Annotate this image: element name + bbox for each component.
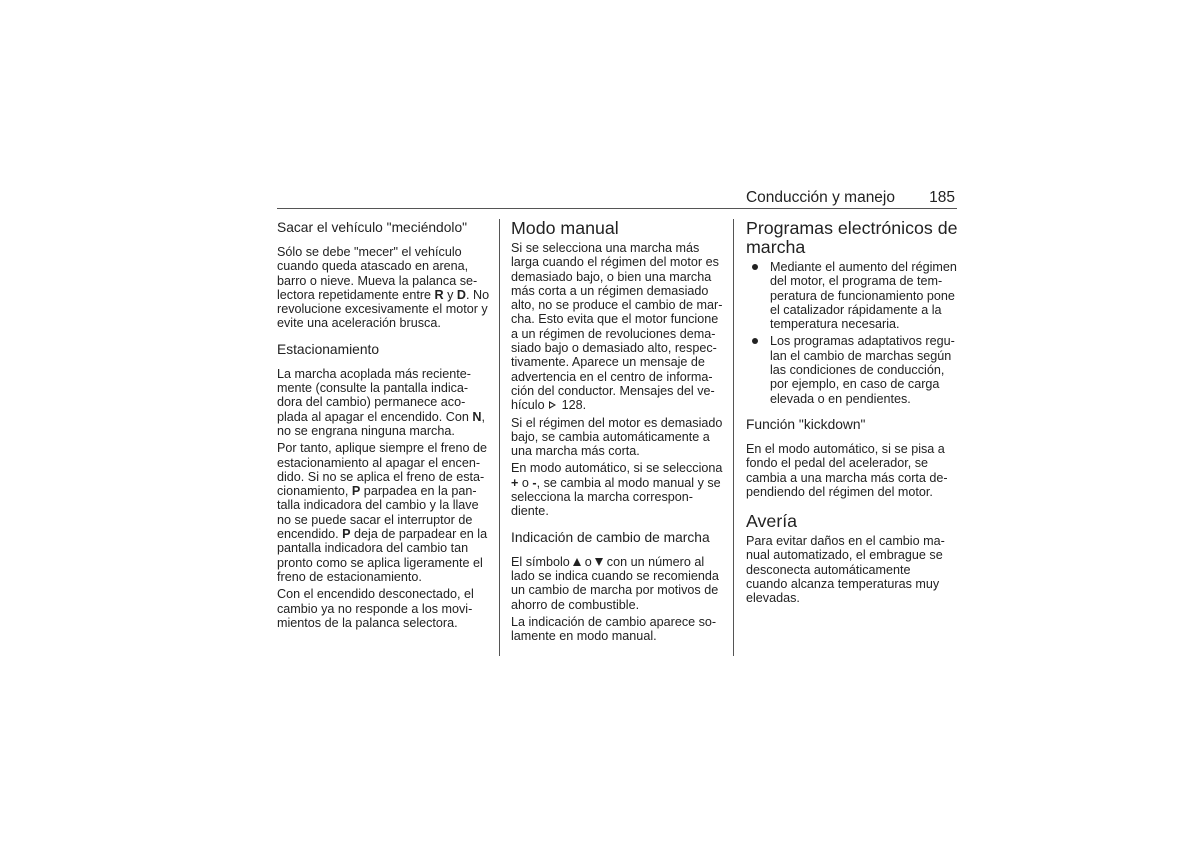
parking-paragraph-3: Con el encendido desconectado, el cambio ya no responde a los movi- mientos de la palanca selectora. bbox=[277, 587, 474, 630]
parking-heading: Estacionamiento bbox=[277, 341, 380, 357]
list-item: Mediante el aumento del régimen del motor, el programa de tem- peratura de funcionamiento pone el catalizador rápidamente a la temperatura necesaria. bbox=[746, 260, 960, 331]
column-right bbox=[746, 219, 960, 606]
shift-indication-paragraph: El símbolo o con un número al lado se indica cuando se recomienda un cambio de marcha por motivos de ahorro de combustible. bbox=[511, 554, 719, 612]
rocking-heading: Sacar el vehículo "meciéndolo" bbox=[277, 220, 468, 235]
column-divider bbox=[733, 219, 734, 656]
manual-mode-heading: Modo manual bbox=[511, 218, 619, 238]
parking-paragraph-1: La marcha acoplada más reciente- mente (consulte la pantalla indica- dora del cambio) permanece aco- plada al apagar el encendido. Con N, no se engrana ninguna marcha. bbox=[277, 366, 485, 438]
bullet-icon bbox=[752, 338, 758, 344]
shift-indication-heading: Indicación de cambio de marcha bbox=[511, 529, 710, 545]
fault-paragraph: Para evitar daños en el cambio ma- nual automatizado, el embrague se desconecta automáticamente cuando alcanza temperaturas muy elevadas. bbox=[746, 534, 945, 606]
fault-heading: Avería bbox=[746, 511, 798, 532]
kickdown-paragraph: En el modo automático, si se pisa a fondo el pedal del acelerador, se cambia a una marcha más corta de- pendiendo del régimen del motor. bbox=[746, 441, 948, 499]
column-middle bbox=[511, 219, 725, 643]
column-divider bbox=[499, 219, 500, 656]
manual-mode-paragraph-1: Si se selecciona una marcha más larga cuando el régimen del motor es demasiado bajo, o bien una marcha más corta a un régimen demasiado alto, no se produce el cambio de mar- cha. Esto evita que el motor funcione a un régimen de revoluciones dema- siado bajo o demasiado alto, respec- tivamente. Aparece un mensaje de advertencia en el centro de informa- ción del conductor. Mensajes del ve- hículo 128. bbox=[511, 241, 723, 413]
kickdown-heading: Función "kickdown" bbox=[746, 416, 866, 432]
manual-mode-paragraph-3: En modo automático, si se selecciona + o -, se cambia al modo manual y se selecciona la marcha correspon- diente. bbox=[511, 461, 723, 519]
page-reference-icon bbox=[549, 401, 556, 409]
manual-mode-paragraph-2: Si el régimen del motor es demasiado bajo, se cambia automáticamente a una marcha más corta. bbox=[511, 415, 723, 459]
shift-indication-note: La indicación de cambio aparece so- lamente en modo manual. bbox=[511, 614, 717, 644]
parking-paragraph-2: Por tanto, aplique siempre el freno de estacionamiento al apagar el encen- dido. Si no se aplica el freno de esta- cionamiento, P parpadea en la pan- talla indicadora del cambio y la llave no se puede sacar el interruptor de encendido. P deja de parpadear en la pantalla indicadora del cambio tan pronto como se aplica ligeramente el freno de estacionamiento. bbox=[277, 441, 488, 584]
column-left bbox=[277, 219, 491, 630]
rocking-paragraph: Sólo se debe "mecer" el vehículo cuando queda atascado en arena, barro o nieve. Mueva la palanca se- lectora repetidamente entre R y D. No revolucione excesivamente el motor y evite una aceleración brusca. bbox=[277, 245, 490, 331]
bullet-icon bbox=[752, 264, 758, 270]
list-item: Los programas adaptativos regu- lan el cambio de marchas según las condiciones de conducción, por ejemplo, en caso de carga elevada o en pendientes. bbox=[746, 334, 960, 405]
section-title: Conducción y manejo bbox=[745, 189, 895, 206]
page-header bbox=[277, 188, 957, 209]
page-number: 185 bbox=[929, 189, 955, 206]
programs-list bbox=[746, 260, 960, 406]
electronic-programs-heading: Programas electrónicos de marcha bbox=[746, 218, 958, 257]
